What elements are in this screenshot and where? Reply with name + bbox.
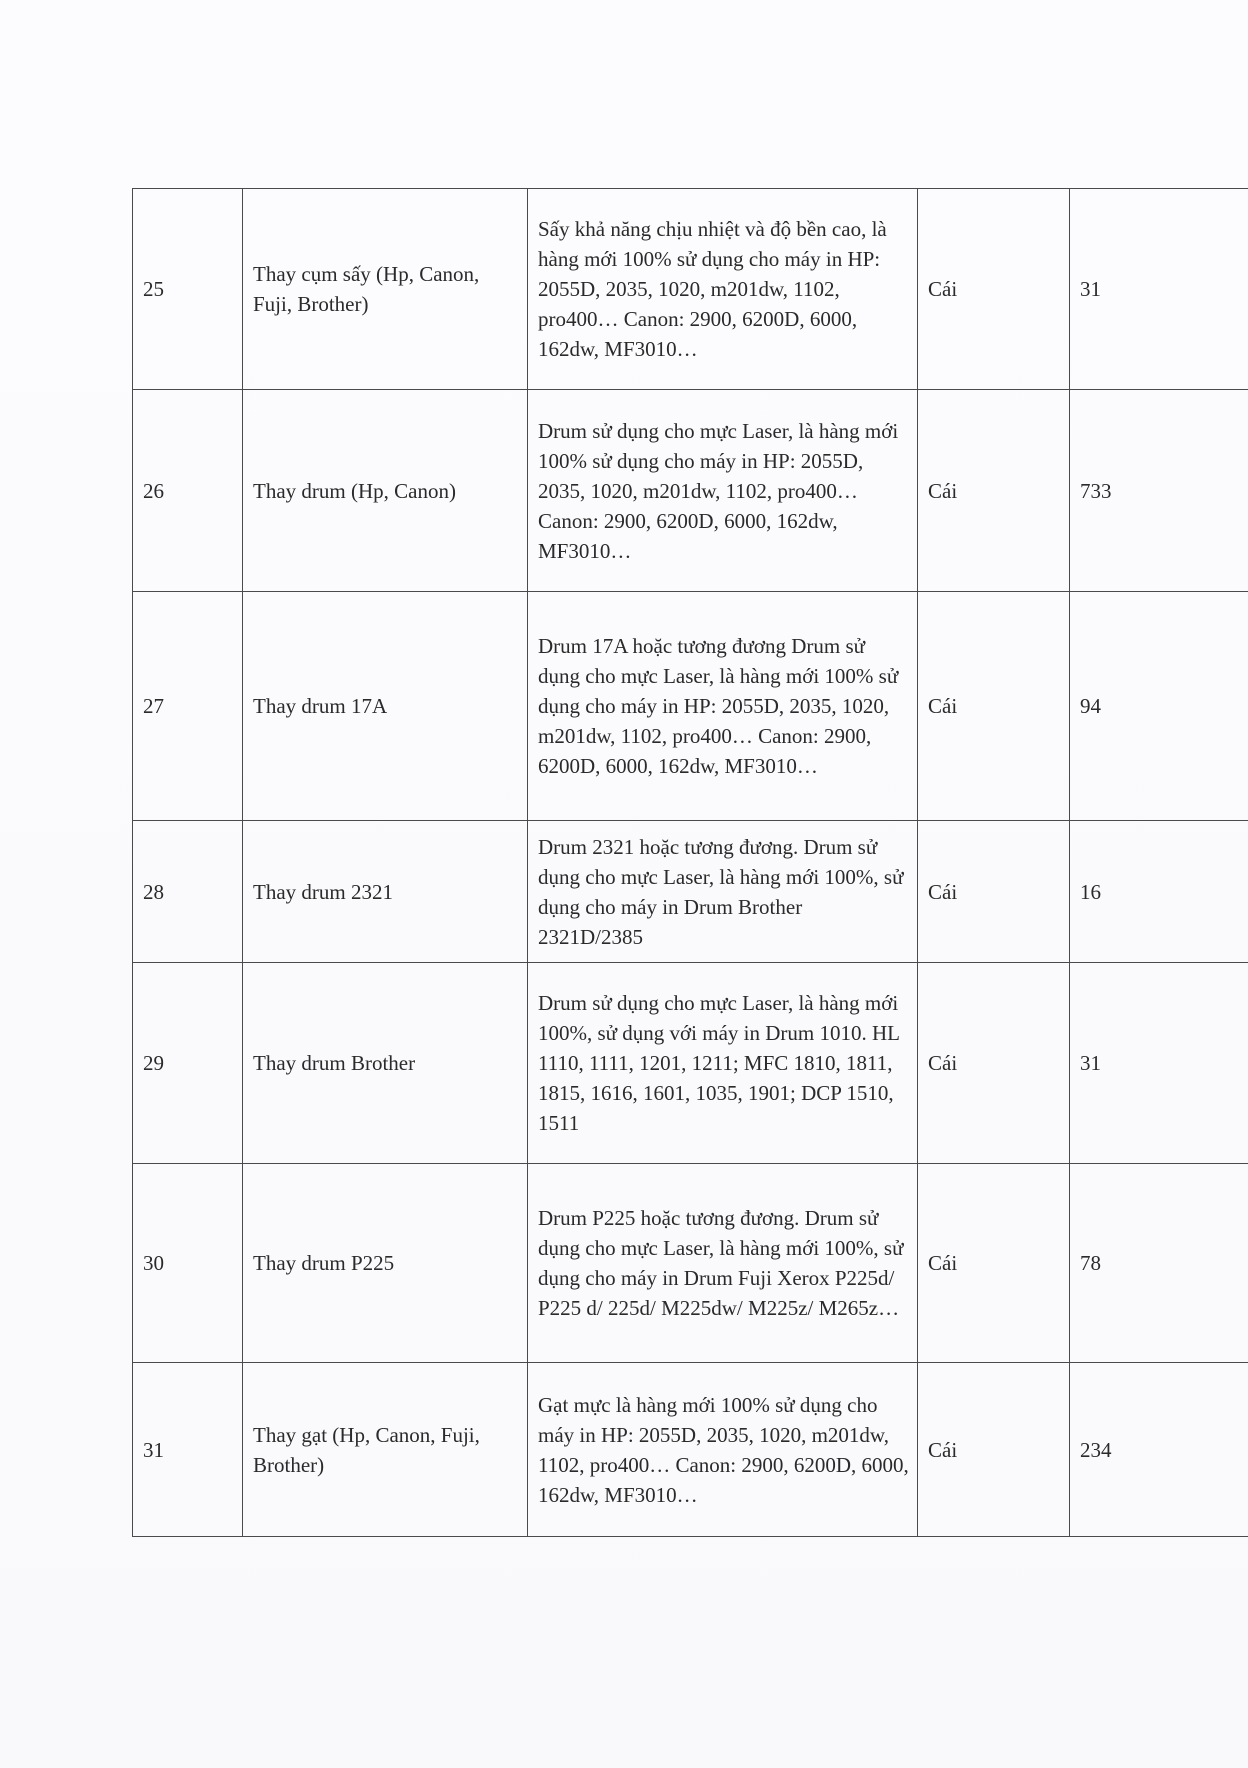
row-number: 29: [133, 963, 243, 1164]
item-description: Gạt mực là hàng mới 100% sử dụng cho máy in HP: 2055D, 2035, 1020, m201dw, 1102, pro400… Canon: 2900, 6200D, 6000, 162dw, MF3010…: [528, 1363, 918, 1537]
item-quantity: 733: [1070, 390, 1248, 592]
row-number: 31: [133, 1363, 243, 1537]
row-number: 30: [133, 1164, 243, 1363]
item-unit: Cái: [918, 1164, 1070, 1363]
item-name: Thay drum P225: [243, 1164, 528, 1363]
row-number: 25: [133, 189, 243, 390]
item-unit: Cái: [918, 821, 1070, 963]
row-number: 28: [133, 821, 243, 963]
table-row: [133, 1164, 1248, 1363]
table-row: [133, 1363, 1248, 1537]
item-description: Sấy khả năng chịu nhiệt và độ bền cao, là hàng mới 100% sử dụng cho máy in HP: 2055D, 2035, 1020, m201dw, 1102, pro400… Canon: 2900, 6200D, 6000, 162dw, MF3010…: [528, 189, 918, 390]
item-quantity: 94: [1070, 592, 1248, 821]
row-number: 27: [133, 592, 243, 821]
item-description: Drum 2321 hoặc tương đương. Drum sử dụng cho mực Laser, là hàng mới 100%, sử dụng cho máy in Drum Brother 2321D/2385: [528, 821, 918, 963]
item-name: Thay drum (Hp, Canon): [243, 390, 528, 592]
item-name: Thay drum Brother: [243, 963, 528, 1164]
item-name: Thay drum 2321: [243, 821, 528, 963]
item-quantity: 78: [1070, 1164, 1248, 1363]
item-unit: Cái: [918, 963, 1070, 1164]
table-row: [133, 821, 1248, 963]
table-row: [133, 963, 1248, 1164]
item-description: Drum 17A hoặc tương đương Drum sử dụng cho mực Laser, là hàng mới 100% sử dụng cho máy in HP: 2055D, 2035, 1020, m201dw, 1102, pro400… Canon: 2900, 6200D, 6000, 162dw, MF3010…: [528, 592, 918, 821]
item-unit: Cái: [918, 1363, 1070, 1537]
table-row: [133, 189, 1248, 390]
item-name: Thay gạt (Hp, Canon, Fuji, Brother): [243, 1363, 528, 1537]
item-name: Thay cụm sấy (Hp, Canon, Fuji, Brother): [243, 189, 528, 390]
item-quantity: 234: [1070, 1363, 1248, 1537]
table-row: [133, 592, 1248, 821]
item-quantity: 16: [1070, 821, 1248, 963]
item-quantity: 31: [1070, 963, 1248, 1164]
table-row: [133, 390, 1248, 592]
item-unit: Cái: [918, 189, 1070, 390]
item-unit: Cái: [918, 390, 1070, 592]
row-number: 26: [133, 390, 243, 592]
item-name: Thay drum 17A: [243, 592, 528, 821]
item-description: Drum sử dụng cho mực Laser, là hàng mới 100%, sử dụng với máy in Drum 1010. HL 1110, 1111, 1201, 1211; MFC 1810, 1811, 1815, 1616, 1601, 1035, 1901; DCP 1510, 1511: [528, 963, 918, 1164]
item-quantity: 31: [1070, 189, 1248, 390]
item-unit: Cái: [918, 592, 1070, 821]
item-description: Drum P225 hoặc tương đương. Drum sử dụng cho mực Laser, là hàng mới 100%, sử dụng cho máy in Drum Fuji Xerox P225d/ P225 d/ 225d/ M225dw/ M225z/ M265z…: [528, 1164, 918, 1363]
items-table: [132, 188, 1248, 1537]
item-description: Drum sử dụng cho mực Laser, là hàng mới 100% sử dụng cho máy in HP: 2055D, 2035, 1020, m201dw, 1102, pro400… Canon: 2900, 6200D, 6000, 162dw, MF3010…: [528, 390, 918, 592]
